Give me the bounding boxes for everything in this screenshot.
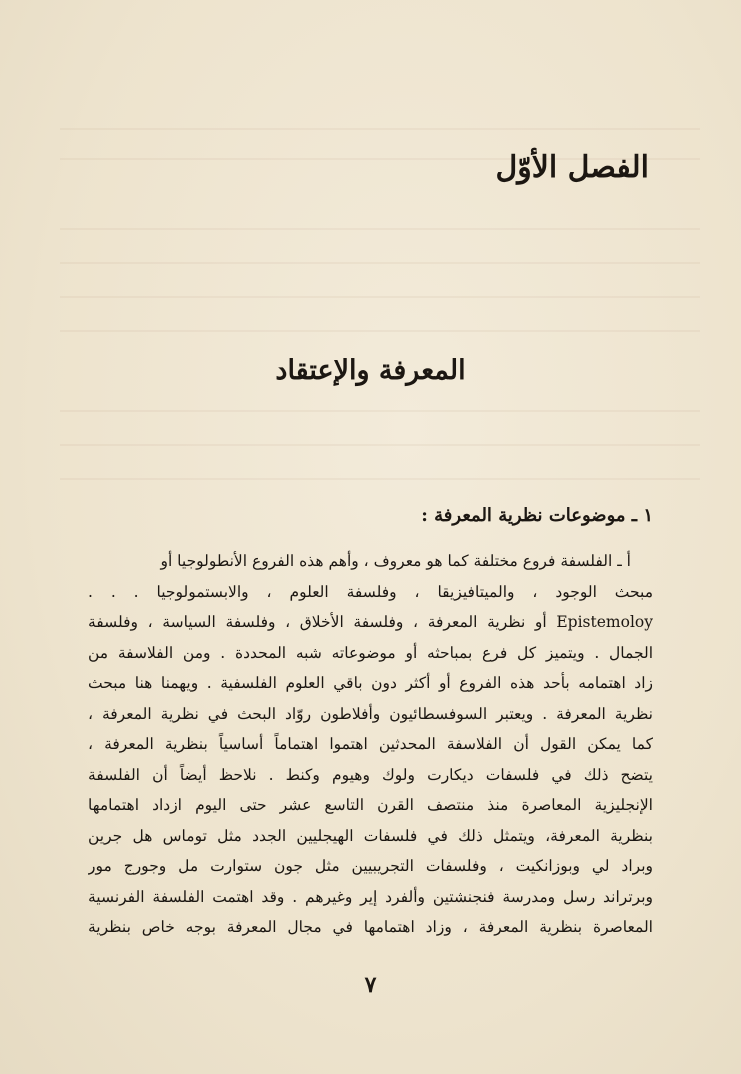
text-line: الإنجليزية المعاصرة منذ منتصف القرن التاسع عشر حتى اليوم ازداد اهتمامها	[88, 796, 653, 814]
text-line: كما يمكن القول أن الفلاسفة المحدثين اهتموا اهتماماً أساسياً بنظرية المعرفة ،	[88, 735, 653, 753]
text-line: المعاصرة بنظرية المعرفة ، وزاد اهتمامها في مجال المعرفة بوجه خاص بنظرية	[88, 918, 653, 936]
show-through-line	[60, 410, 700, 412]
section-title: المعرفة والإعتقاد	[275, 355, 466, 386]
chapter-title: الفصل الأوّل	[495, 150, 649, 185]
text-line: وبراد لي وبوزانكيت ، وفلسفات التجريبيين مثل جون ستوارت مل وجورج مور	[88, 857, 653, 875]
show-through-line	[60, 478, 700, 480]
show-through-line	[60, 330, 700, 332]
show-through-line	[60, 444, 700, 446]
text-line: Epistemoloy أو نظرية المعرفة ، وفلسفة الأخلاق ، وفلسفة السياسة ، وفلسفة	[88, 613, 653, 631]
text-line: الجمال . ويتميز كل فرع بمباحثه أو موضوعاته شبه المحددة . ومن الفلاسفة من	[88, 643, 653, 662]
text-line: زاد اهتمامه بأحد هذه الفروع أو أكثر دون باقي العلوم الفلسفية . ويهمنا هنا مبحث	[88, 674, 653, 692]
show-through-line	[60, 228, 700, 230]
subsection-heading: ١ ـ موضوعات نظرية المعرفة :	[421, 505, 653, 526]
text-line: وبرتراند رسل ومدرسة فنجنشتين وألفرد إير وغيرهم . وقد اهتمت الفلسفة الفرنسية	[88, 887, 653, 906]
show-through-line	[60, 262, 700, 264]
page-number: ٧	[364, 972, 377, 998]
show-through-line	[60, 296, 700, 298]
text-line: نظرية المعرفة . ويعتبر السوفسطائيون وأفلاطون روّاد البحث في نظرية المعرفة ،	[88, 704, 653, 723]
text-line: بنظرية المعرفة، ويتمثل ذلك في فلسفات الهيجليين الجدد مثل توماس هل جرين	[88, 826, 653, 845]
text-line: يتضح ذلك في فلسفات ديكارت ولوك وهيوم وكنط . نلاحظ أيضاً أن الفلسفة	[88, 765, 653, 784]
show-through-line	[60, 128, 700, 130]
text-line: أ ـ الفلسفة فروع مختلفة كما هو معروف ، وأهم هذه الفروع الأنطولوجيا أو	[160, 552, 631, 570]
body-paragraph	[88, 546, 653, 943]
text-line: مبحث الوجود ، والميتافيزيقا ، وفلسفة العلوم ، والابستمولوجيا . . .	[88, 582, 653, 601]
